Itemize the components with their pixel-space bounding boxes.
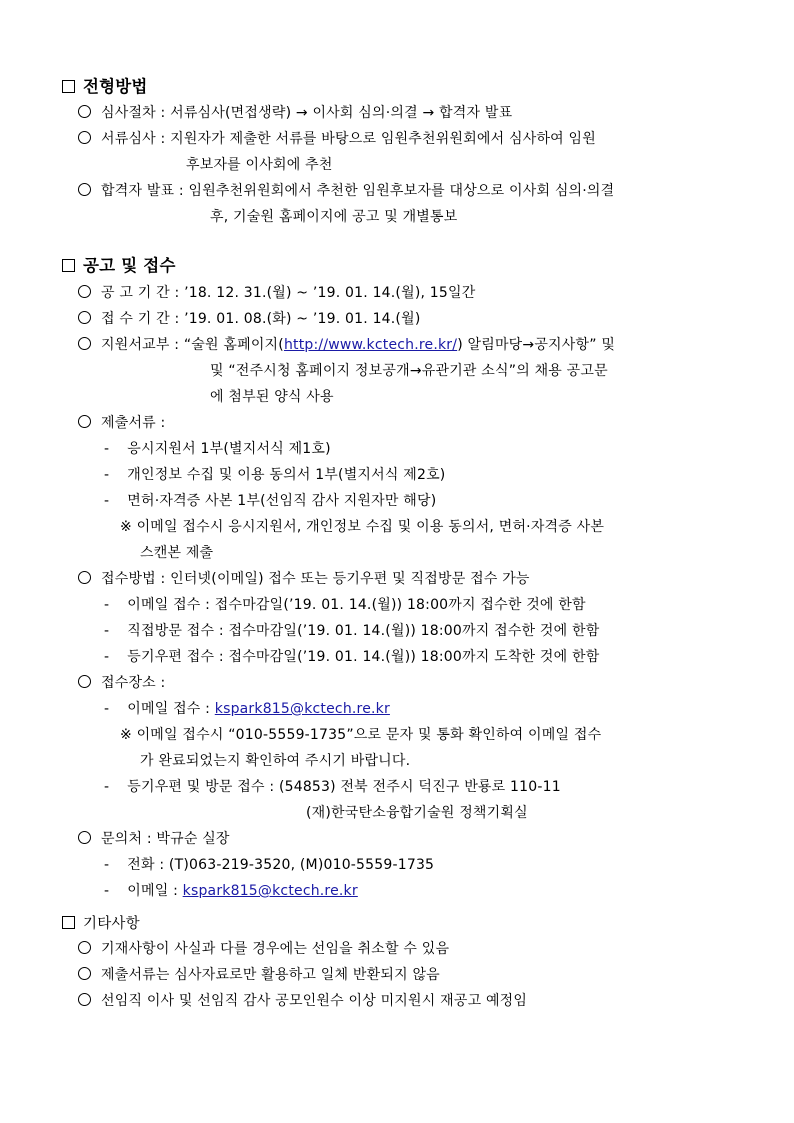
- list-item: [78, 130, 596, 148]
- item-continuation: 후, 기술원 홈페이지에 공고 및 개별통보: [210, 209, 458, 225]
- sub-item: [104, 700, 390, 718]
- dash-bullet: -: [104, 701, 110, 717]
- item-continuation: 에 첨부된 양식 사용: [210, 389, 334, 405]
- item-text: 서류심사 : 지원자가 제출한 서류를 바탕으로 임원추천위원회에서 심사하여 임원: [101, 131, 597, 147]
- sub-item-text: 이메일 접수 :: [127, 701, 215, 717]
- sub-item: [104, 778, 561, 796]
- item-text: 접수장소 :: [101, 675, 166, 691]
- section-title: 전형방법: [83, 77, 148, 96]
- list-item: [78, 966, 440, 984]
- circle-bullet-icon: [78, 941, 91, 954]
- sub-item: [104, 648, 599, 666]
- item-text: 지원서교부 : “술원 홈페이지(: [101, 337, 284, 353]
- square-bullet-icon: [62, 80, 75, 93]
- dash-bullet: -: [104, 493, 110, 509]
- note-continuation: 스캔본 제출: [140, 545, 214, 561]
- sub-item-text: 전화 : (T)063-219-3520, (M)010-5559-1735: [127, 857, 435, 873]
- list-item: [78, 414, 165, 432]
- homepage-link[interactable]: http://www.kctech.re.kr/: [283, 337, 458, 353]
- item-text: 공 고 기 간 : ’18. 12. 31.(월) ~ ’19. 01. 14.(월), 15일간: [101, 285, 476, 301]
- list-item: [78, 182, 614, 200]
- item-text: ) 알림마당→공지사항” 및: [457, 337, 616, 353]
- sub-item: [104, 466, 445, 484]
- sub-item-text: 이메일 :: [127, 883, 183, 899]
- note-continuation: 가 완료되었는지 확인하여 주시기 바랍니다.: [140, 753, 411, 769]
- section-heading-selection-method: [62, 77, 148, 97]
- dash-bullet: -: [104, 857, 110, 873]
- circle-bullet-icon: [78, 337, 91, 350]
- list-item: [78, 104, 512, 122]
- sub-item: [104, 856, 434, 874]
- list-item: [78, 570, 530, 588]
- item-text: 합격자 발표 : 임원추천위원회에서 추천한 임원후보자를 대상으로 이사회 심의·의결: [101, 183, 615, 199]
- sub-item: [104, 596, 586, 614]
- item-text: 제출서류 :: [101, 415, 166, 431]
- note: ※ 이메일 접수시 응시지원서, 개인정보 수집 및 이용 동의서, 면허·자격증 사본: [120, 519, 605, 535]
- dash-bullet: -: [104, 779, 110, 795]
- circle-bullet-icon: [78, 831, 91, 844]
- section-heading-other: [62, 914, 140, 934]
- circle-bullet-icon: [78, 131, 91, 144]
- item-text: 제출서류는 심사자료로만 활용하고 일체 반환되지 않음: [101, 967, 440, 983]
- dash-bullet: -: [104, 649, 110, 665]
- sub-item: [104, 882, 358, 900]
- address-continuation: (재)한국탄소융합기술원 정책기획실: [306, 805, 528, 821]
- square-bullet-icon: [62, 916, 75, 929]
- circle-bullet-icon: [78, 571, 91, 584]
- list-item: [78, 940, 449, 958]
- list-item: [78, 336, 615, 354]
- item-text: 선임직 이사 및 선임직 감사 공모인원수 이상 미지원시 재공고 예정임: [101, 993, 528, 1009]
- sub-item: [104, 622, 599, 640]
- dash-bullet: -: [104, 441, 110, 457]
- item-continuation: 및 “전주시청 홈페이지 정보공개→유관기관 소식”의 채용 공고문: [210, 363, 608, 379]
- item-text: 심사절차 : 서류심사(면접생략) → 이사회 심의·의결 → 합격자 발표: [101, 105, 513, 121]
- list-item: [78, 992, 527, 1010]
- dash-bullet: -: [104, 597, 110, 613]
- circle-bullet-icon: [78, 967, 91, 980]
- item-continuation: 후보자를 이사회에 추천: [186, 157, 333, 173]
- sub-item-text: 이메일 접수 : 접수마감일(’19. 01. 14.(월)) 18:00까지 접수한 것에 한함: [127, 597, 586, 613]
- circle-bullet-icon: [78, 105, 91, 118]
- sub-item: [104, 492, 436, 510]
- list-item: [78, 674, 165, 692]
- square-bullet-icon: [62, 259, 75, 272]
- sub-item-text: 직접방문 접수 : 접수마감일(’19. 01. 14.(월)) 18:00까지 접수한 것에 한함: [127, 623, 600, 639]
- sub-item-text: 등기우편 접수 : 접수마감일(’19. 01. 14.(월)) 18:00까지 도착한 것에 한함: [127, 649, 600, 665]
- dash-bullet: -: [104, 467, 110, 483]
- section-title: 공고 및 접수: [83, 256, 176, 275]
- dash-bullet: -: [104, 883, 110, 899]
- section-title: 기타사항: [83, 916, 140, 932]
- note: ※ 이메일 접수시 “010-5559-1735”으로 문자 및 통화 확인하여 이메일 접수: [120, 727, 602, 743]
- contact-email-link[interactable]: kspark815@kctech.re.kr: [182, 883, 358, 899]
- list-item: [78, 310, 420, 328]
- circle-bullet-icon: [78, 311, 91, 324]
- item-text: 기재사항이 사실과 다를 경우에는 선임을 취소할 수 있음: [101, 941, 450, 957]
- sub-item-text: 등기우편 및 방문 접수 : (54853) 전북 전주시 덕진구 반룡로 110-11: [127, 779, 561, 795]
- email-link[interactable]: kspark815@kctech.re.kr: [214, 701, 390, 717]
- sub-item-text: 응시지원서 1부(별지서식 제1호): [127, 441, 331, 457]
- item-text: 문의처 : 박규순 실장: [101, 831, 230, 847]
- circle-bullet-icon: [78, 993, 91, 1006]
- sub-item-text: 개인정보 수집 및 이용 동의서 1부(별지서식 제2호): [127, 467, 446, 483]
- section-heading-notice-receipt: [62, 256, 176, 276]
- list-item: [78, 284, 475, 302]
- circle-bullet-icon: [78, 675, 91, 688]
- circle-bullet-icon: [78, 415, 91, 428]
- sub-item: [104, 440, 331, 458]
- sub-item-text: 면허·자격증 사본 1부(선임직 감사 지원자만 해당): [127, 493, 437, 509]
- dash-bullet: -: [104, 623, 110, 639]
- circle-bullet-icon: [78, 183, 91, 196]
- item-text: 접수방법 : 인터넷(이메일) 접수 또는 등기우편 및 직접방문 접수 가능: [101, 571, 530, 587]
- item-text: 접 수 기 간 : ’19. 01. 08.(화) ~ ’19. 01. 14.(월): [101, 311, 421, 327]
- circle-bullet-icon: [78, 285, 91, 298]
- list-item: [78, 830, 230, 848]
